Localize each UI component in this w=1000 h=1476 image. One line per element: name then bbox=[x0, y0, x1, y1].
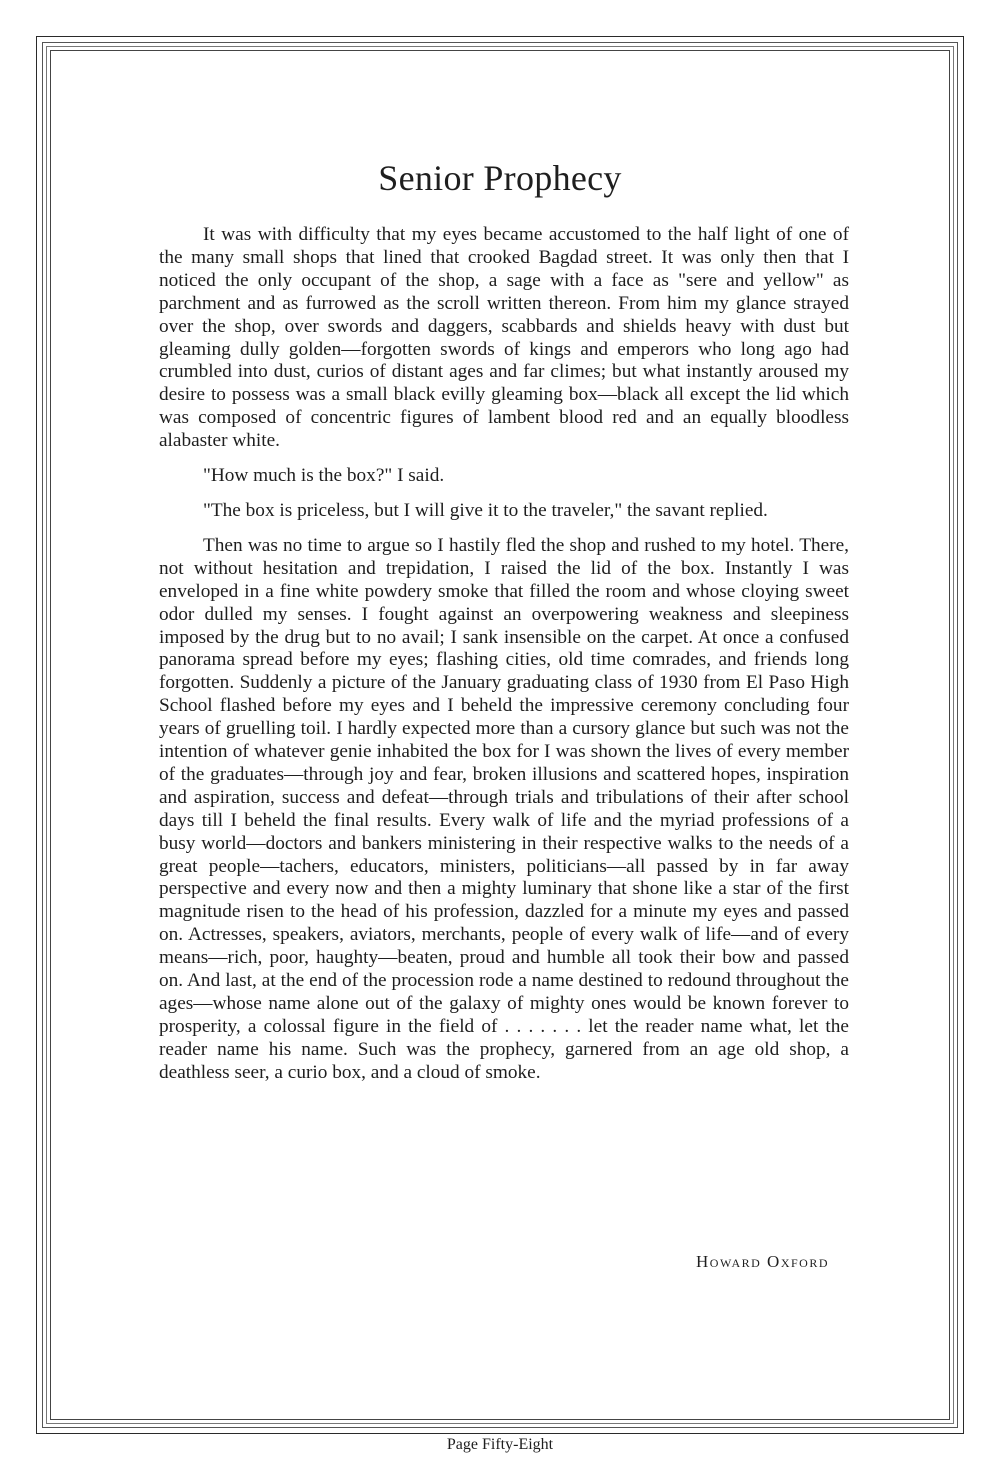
paragraph: Then was no time to argue so I hastily fled the shop and rushed to my hotel. There, not without hesitation and trepidation, I raised the lid of the box. Instantly I was enveloped in a fine white powdery smoke that filled the room and whose cloying sweet odor dulled my senses. I fought against an overpowering weakness and sleepiness imposed by the drug but to no avail; I sank insensible on the carpet. At once a confused panorama spread before my eyes; flashing cities, old time comrades, and friends long forgotten. Suddenly a picture of the January graduating class of 1930 from El Paso High School flashed before my eyes and I beheld the impressive ceremony concluding four years of gruelling toil. I hardly expected more than a cursory glance but such was not the intention of whatever genie inhabited the box for I was shown the lives of every member of the graduates—through joy and fear, broken illusions and scattered hopes, inspiration and aspiration, success and defeat—through trials and tribulations of their after school days till I beheld the final results. Every walk of life and the myriad professions of a busy world—doctors and bankers ministering in their respective walks to the needs of a great people—tachers, educators, ministers, politicians—all passed by in far away perspective and every now and then a mighty luminary that shone like a star of the first magnitude risen to the head of his profession, dazzled for a minute my eyes and passed on. Actresses, speakers, aviators, merchants, people of every walk of life—and of every means—rich, poor, haughty—beaten, proud and humble all took their bow and passed on. And last, at the end of the procession rode a name destined to redound throughout the ages—whose name alone out of the galaxy of mighty ones would be known forever to prosperity, a colossal figure in the field of . . . . . . . let the reader name what, let the reader name his name. Such was the prophecy, garnered from an age old shop, a deathless seer, a curio box, and a cloud of smoke. bbox=[159, 534, 849, 1083]
paragraph: "The box is priceless, but I will give it to the traveler," the savant replied. bbox=[203, 499, 768, 521]
page-number: Page Fifty-Eight bbox=[446, 1436, 554, 1453]
article-body bbox=[159, 224, 849, 1097]
paragraph: "How much is the box?" I said. bbox=[203, 465, 445, 487]
page-title: Senior Prophecy bbox=[378, 158, 622, 198]
author-signature: Howard Oxford bbox=[696, 1252, 829, 1271]
paragraph: It was with difficulty that my eyes became accustomed to the half light of one of the many small shops that lined that crooked Bagdad street. It was only then that I noticed the only occupant of the shop, a sage with a face as "sere and yellow" as parchment and as furrowed as the scroll written thereon. From him my glance strayed over the shop, over swords and daggers, scabbards and shields heavy with dust but gleaming dully golden—forgotten swords of kings and emperors who long ago had crumbled into dust, curios of distant ages and far climes; but what instantly aroused my desire to possess was a small black evilly gleaming box—black all except the lid which was composed of concentric figures of lambent blood red and an equally bloodless alabaster white. bbox=[159, 224, 849, 452]
